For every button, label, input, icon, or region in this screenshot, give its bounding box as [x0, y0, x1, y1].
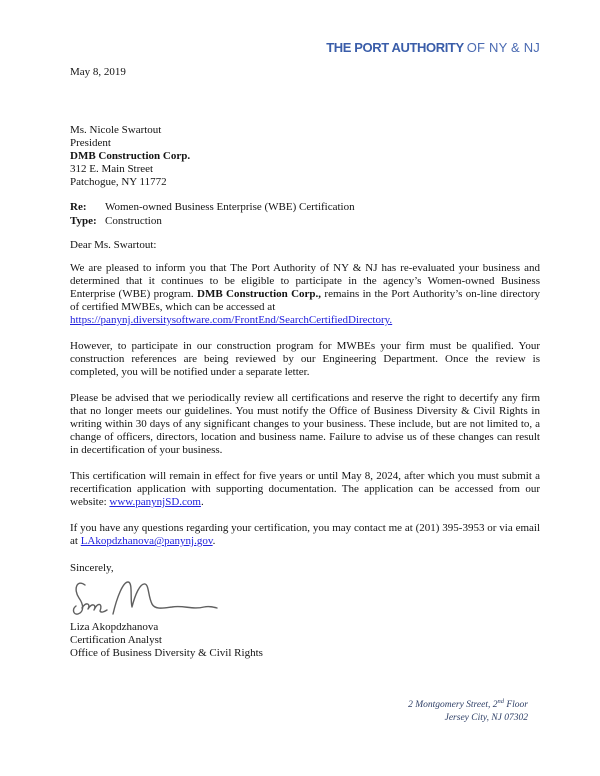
footer-ordinal-sup: nd	[497, 697, 504, 705]
recipient-company: DMB Construction Corp.	[70, 150, 191, 162]
letter-date: May 8, 2019	[70, 66, 126, 78]
paragraph-4-period: .	[200, 496, 204, 508]
paragraph-5	[70, 522, 540, 548]
subject-type-row	[70, 215, 355, 229]
paragraph-1-text: We are pleased to inform you that The Port Authority of NY & NJ has re-evaluated your business and determined that it continues to be eligible to participate in the agency’s Women-owned Business Enterprise (WBE) program.	[70, 262, 540, 300]
recipient-address-block	[70, 124, 190, 189]
paragraph-4	[70, 470, 540, 509]
salutation: Dear Ms. Swartout:	[70, 239, 157, 251]
directory-link[interactable]: https://panynj.diversitysoftware.com/FrontEnd/SearchCertifiedDirectory.	[70, 314, 393, 326]
closing-block	[70, 562, 263, 660]
footer-street: 2 Montgomery Street, 2	[408, 700, 498, 710]
re-value: Women-owned Business Enterprise (WBE) Certification	[105, 201, 355, 213]
letter-body	[70, 262, 540, 561]
website-link[interactable]: www.panynjSD.com	[109, 496, 201, 508]
paragraph-4-text: This certification will remain in effect for five years or until May 8, 2024, after which you must submit a recertification application with supporting documentation. The application can be accessed from our website:	[70, 470, 540, 508]
handwritten-signature-image	[70, 578, 220, 620]
footer-address-line2: Jersey City, NJ 07302	[444, 713, 528, 723]
email-link[interactable]: LAkopdzhanova@panynj.gov	[80, 535, 213, 547]
recipient-name: Ms. Nicole Swartout	[70, 124, 162, 136]
recipient-street: 312 E. Main Street	[70, 163, 154, 175]
signer-title: Certification Analyst	[70, 634, 162, 646]
subject-block	[70, 201, 355, 228]
paragraph-5-period: .	[212, 535, 216, 547]
paragraph-1	[70, 262, 540, 327]
subject-re-row	[70, 201, 355, 215]
type-value: Construction	[105, 214, 162, 227]
recipient-title: President	[70, 137, 111, 149]
company-name-bold: DMB Construction Corp.,	[197, 288, 322, 300]
paragraph-3: Please be advised that we periodically review all certifications and reserve the right to decertify any firm that no longer meets our guidelines. You must notify the Office of Business Diversity & Civil Rights in writing within 30 days of any significant changes to your business. These include, but are not limited to, a change of officers, directors, location and business name. Failure to advise us of these changes can result in decertification of your business.	[70, 392, 540, 456]
footer-address-line1	[408, 699, 528, 712]
valediction: Sincerely,	[70, 562, 114, 574]
signer-office: Office of Business Diversity & Civil Rights	[70, 647, 263, 659]
recipient-city: Patchogue, NY 11772	[70, 176, 167, 188]
logo-bold-text: THE PORT AUTHORITY	[326, 40, 464, 55]
type-label: Type:	[70, 214, 97, 227]
logo-light-text: OF NY & NJ	[466, 40, 540, 55]
footer-address	[408, 699, 528, 725]
re-label: Re:	[70, 201, 87, 213]
paragraph-2: However, to participate in our construction program for MWBEs your firm must be qualified. Your construction references are being reviewed by our Engineering Department. Once the review is completed, you will be notified under a separate letter.	[70, 340, 540, 378]
port-authority-logo	[326, 41, 540, 54]
paragraph-1-text-2: remains in the Port Authority’s on-line directory of certified MWBEs, which can be accessed at	[70, 288, 540, 313]
signer-name: Liza Akopdzhanova	[70, 621, 159, 633]
paragraph-5-text: If you have any questions regarding your certification, you may contact me at (201) 395-3953 or via email at	[70, 522, 540, 547]
footer-floor: Floor	[503, 700, 528, 710]
